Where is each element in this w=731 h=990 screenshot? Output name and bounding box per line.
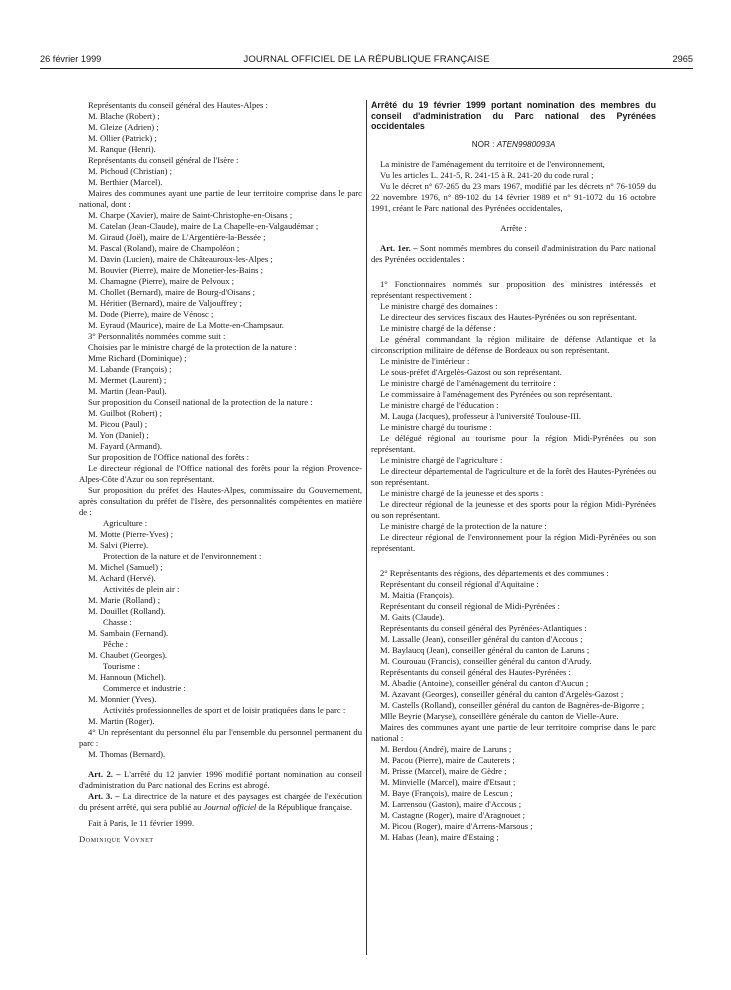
- article-2: [79, 769, 362, 791]
- s2-line: Maires des communes ayant une partie de leur territoire comprise dans le parc national :: [371, 721, 656, 743]
- left-lines-line: M. Pichoud (Christian) ;: [88, 166, 173, 176]
- section-2: [371, 568, 656, 843]
- header-journal-title: JOURNAL OFFICIEL DE LA RÉPUBLIQUE FRANÇAISE: [243, 54, 490, 65]
- s2-line: Représentants du conseil général des Pyrénées-Atlantiques :: [380, 622, 587, 633]
- left-lines-line: M. Motte (Pierre-Yves) ;: [88, 529, 174, 539]
- left-lines-line: M. Blache (Robert) ;: [88, 111, 160, 121]
- left-lines-line: 4° Un représentant du personnel élu par l'ensemble du personnel permanent du parc :: [79, 727, 362, 748]
- left-lines-line: Sur proposition du préfet des Hautes-Alpes, commissaire du Gouvernement, après consultation du préfet de l'Isère, des personnalités compétentes en matière de :: [79, 485, 362, 517]
- left-lines-line: M. Martin (Roger).: [88, 716, 155, 726]
- s2-line: M. Lassalle (Jean), conseiller général du canton d'Accous ;: [380, 633, 583, 644]
- left-lines-line: Activités professionnelles de sport et de loisir pratiquées dans le parc :: [103, 705, 346, 715]
- s1-line: Le commissaire à l'aménagement des Pyrénées ou son représentant.: [380, 388, 613, 399]
- left-lines-line: Représentants du conseil général de l'Isère :: [88, 155, 239, 165]
- s1-line: Le ministre chargé de l'aménagement du territoire :: [380, 377, 556, 388]
- left-lines-line: Activités de plein air :: [103, 584, 180, 594]
- article-3-label: Art. 3. –: [88, 791, 120, 801]
- s1-line: Le directeur départemental de l'agriculture et de la forêt des Hautes-Pyrénées ou son représentant.: [371, 465, 656, 487]
- s2-line: M. Courouau (Francis), conseiller général du canton d'Arudy.: [380, 655, 592, 666]
- s2-line: M. Gaits (Claude).: [380, 611, 445, 622]
- article-2-text: L'arrêté du 12 janvier 1996 modifié portant nomination au conseil d'administration du Parc national des Ecrins est abrogé.: [79, 769, 362, 790]
- s1-line: Le directeur régional de la jeunesse et des sports pour la région Midi-Pyrénées ou son représentant.: [371, 498, 656, 520]
- left-lines-line: Protection de la nature et de l'environnement :: [103, 551, 262, 561]
- left-lines-line: M. Catelan (Jean-Claude), maire de La Chapelle-en-Valgaudémar ;: [88, 221, 319, 231]
- s2-line: M. Berdou (André), maire de Laruns ;: [380, 743, 512, 754]
- done-at: Fait à Paris, le 11 février 1999.: [88, 818, 195, 828]
- left-lines-line: Pêche :: [103, 639, 129, 649]
- s1-line: M. Lauga (Jacques), professeur à l'université Toulouse-III.: [380, 410, 582, 421]
- column-rule: [366, 100, 367, 955]
- left-lines-line: M. Marie (Rolland) ;: [88, 595, 161, 605]
- nor-code: ATEN9980093A: [496, 139, 556, 149]
- left-lines-line: M. Charpe (Xavier), maire de Saint-Christophe-en-Oisans ;: [88, 210, 293, 220]
- left-lines-line: M. Mermet (Laurent) ;: [88, 375, 167, 385]
- decree-title: Arrêté du 19 février 1999 portant nomination des membres du conseil d'administration du Parc national des Pyrénées occidentales: [371, 100, 656, 131]
- left-lines-line: M. Labande (François) ;: [88, 364, 172, 374]
- left-lines-line: M. Bouvier (Pierre), maire de Monetier-les-Bains ;: [88, 265, 263, 275]
- article-1-text: Sont nommés membres du conseil d'administration du Parc national des Pyrénées occidentales :: [371, 242, 656, 264]
- s2-line: M. Habas (Jean), maire d'Estaing ;: [380, 831, 499, 842]
- s1-line: Le directeur des services fiscaux des Hautes-Pyrénées ou son représentant.: [380, 311, 637, 322]
- s2-line: M. Prisse (Marcel), maire de Gèdre ;: [380, 765, 507, 776]
- left-lines-line: M. Michel (Samuel) ;: [88, 562, 163, 572]
- left-lines-line: M. Ollier (Patrick) ;: [88, 133, 157, 143]
- s1-line: Le délégué régional au tourisme pour la région Midi-Pyrénées ou son représentant.: [371, 432, 656, 454]
- left-lines-line: M. Chaubet (Georges).: [88, 650, 168, 660]
- nor-reference: [371, 139, 656, 150]
- header-rule: [40, 68, 693, 69]
- left-lines-line: M. Thomas (Bernard).: [88, 749, 166, 759]
- left-lines-line: M. Héritier (Bernard), maire de Valjouffrey ;: [88, 298, 242, 308]
- s2-line: M. Baylaucq (Jean), conseiller général du canton de Laruns ;: [380, 644, 590, 655]
- left-lines-line: M. Gleize (Adrien) ;: [88, 122, 159, 132]
- left-column: [79, 100, 362, 845]
- s1-line: 1° Fonctionnaires nommés sur proposition des ministres intéressés et représentant respectivement :: [371, 278, 656, 300]
- left-lines-line: M. Salvi (Pierre).: [88, 540, 149, 550]
- article-3-text-b: de la République française.: [256, 802, 352, 812]
- s2-line: M. Castagne (Roger), maire d'Aragnouet ;: [380, 809, 525, 820]
- left-lines-line: M. Dode (Pierre), maire de Vénosc ;: [88, 309, 214, 319]
- left-lines-line: Choisies par le ministre chargé de la protection de la nature :: [88, 342, 297, 352]
- s1-line: Le ministre chargé de la jeunesse et des sports :: [380, 487, 544, 498]
- right-column: [371, 100, 656, 843]
- s2-line: 2° Représentants des régions, des départements et des communes :: [380, 567, 609, 578]
- left-lines-line: M. Guilbot (Robert) ;: [88, 408, 162, 418]
- left-lines-line: M. Picou (Paul) ;: [88, 419, 148, 429]
- left-lines-line: M. Pascal (Roland), maire de Champoléon ;: [88, 243, 240, 253]
- left-lines-line: M. Fayard (Armand).: [88, 441, 162, 451]
- s2-line: Représentant du conseil régional de Midi-Pyrénées :: [380, 600, 560, 611]
- s2-line: Représentant du conseil régional d'Aquitaine :: [380, 578, 539, 589]
- s2-line: M. Abadie (Antoine), conseiller général du canton d'Aucun ;: [380, 677, 589, 688]
- article-1-label: Art. 1er. –: [380, 242, 418, 253]
- s2-line: M. Larrensou (Gaston), maire d'Accous ;: [380, 798, 522, 809]
- left-lines-line: M. Chollet (Bernard), maire de Bourg-d'Oisans ;: [88, 287, 256, 297]
- s1-line: Le directeur régional de l'environnement pour la région Midi-Pyrénées ou son représentant.: [371, 531, 656, 553]
- s1-line: Le ministre chargé de la protection de la nature :: [380, 520, 547, 531]
- left-lines-line: Le directeur régional de l'Office national des forêts pour la région Provence-Alpes-Côte d'Azur ou son représentant.: [79, 463, 362, 484]
- s1-line: Le ministre de l'intérieur :: [380, 355, 470, 366]
- left-lines-line: Sur proposition du Conseil national de la protection de la nature :: [88, 397, 313, 407]
- nor-label: NOR :: [471, 139, 497, 149]
- preamble-line: Vu les articles L. 241-5, R. 241-15 à R. 241-20 du code rural ;: [380, 169, 594, 180]
- left-lines-line: Commerce et industrie :: [103, 683, 186, 693]
- header-page-number: 2965: [672, 54, 693, 64]
- s2-line: M. Castells (Rolland), conseiller général du canton de Bagnères-de-Bigorre ;: [380, 699, 645, 710]
- left-lines-line: M. Berthier (Marcel).: [88, 177, 163, 187]
- s1-line: Le général commandant la région militaire de défense Atlantique et la circonscription militaire de défense de Bordeaux ou son représentant.: [371, 333, 656, 355]
- s2-line: M. Picou (Roger), maire d'Arrens-Marsous ;: [380, 820, 533, 831]
- left-lines-line: M. Davin (Lucien), maire de Châteauroux-les-Alpes ;: [88, 254, 273, 264]
- left-lines-line: M. Douillet (Rolland).: [88, 606, 166, 616]
- article-1: [371, 243, 656, 265]
- left-lines-line: Chasse :: [103, 617, 132, 627]
- article-2-label: Art. 2. –: [88, 769, 121, 779]
- left-lines-line: M. Achard (Hervé).: [88, 573, 156, 583]
- left-lines-line: M. Yon (Daniel) ;: [88, 430, 149, 440]
- s1-line: Le ministre chargé du tourisme :: [380, 421, 492, 432]
- s2-line: Mlle Beyrie (Maryse), conseillère générale du canton de Vielle-Aure.: [380, 710, 619, 721]
- s2-line: M. Pacou (Pierre), maire de Cauterets ;: [380, 754, 515, 765]
- header-date: 26 février 1999: [40, 54, 102, 64]
- arrete-heading: Arrête :: [500, 222, 527, 233]
- article-3-text-a: La directrice de la nature et des paysages est chargée de l'exécution du présent arrêté, qui sera publié au: [79, 791, 362, 812]
- s2-line: M. Maitia (François).: [380, 589, 454, 600]
- left-lines-line: Représentants du conseil général des Hautes-Alpes :: [88, 100, 268, 110]
- s2-line: M. Minvielle (Marcel), maire d'Etsaut ;: [380, 776, 516, 787]
- left-lines-line: M. Ranque (Henri).: [88, 144, 156, 154]
- left-lines-line: M. Eyraud (Maurice), maire de La Motte-en-Champsaur.: [88, 320, 284, 330]
- s2-line: M. Azavant (Georges), conseiller général du canton d'Argelès-Gazost ;: [380, 688, 624, 699]
- s1-line: Le sous-préfet d'Argelès-Gazost ou son représentant.: [380, 366, 562, 377]
- left-lines-line: 3° Personnalités nommées comme suit :: [88, 331, 226, 341]
- left-lines-line: Maires des communes ayant une partie de leur territoire comprise dans le parc national, dont :: [79, 188, 362, 209]
- left-lines-line: Sur proposition de l'Office national des forêts :: [88, 452, 250, 462]
- left-lines-line: Tourisme :: [103, 661, 140, 671]
- article-3: [79, 791, 362, 813]
- s1-line: Le ministre chargé des domaines :: [380, 300, 498, 311]
- s2-line: Représentants du conseil général des Hautes-Pyrénées :: [380, 666, 571, 677]
- s1-line: Le ministre chargé de la défense :: [380, 322, 496, 333]
- left-lines-line: M. Martin (Jean-Paul).: [88, 386, 167, 396]
- article-3-journal: Journal officiel: [203, 802, 257, 812]
- preamble: [371, 159, 656, 214]
- preamble-line: Vu le décret n° 67-265 du 23 mars 1967, modifié par les décrets n° 76-1059 du 22 novembre 1976, n° 89-102 du 14 février 1989 et n° 91-1072 du 16 octobre 1991, créant le Parc national des Pyrénées occidentales,: [371, 180, 656, 213]
- s2-line: M. Baye (François), maire de Lescun ;: [380, 787, 513, 798]
- s1-line: Le ministre chargé de l'éducation :: [380, 399, 499, 410]
- left-lines-line: M. Sambain (Fernand).: [88, 628, 169, 638]
- signature: Dominique Voynet: [79, 834, 154, 844]
- section-1: [371, 279, 656, 554]
- left-lines-line: M. Monnier (Yves).: [88, 694, 157, 704]
- left-lines-line: M. Giraud (Joël), maire de L'Argentière-la-Bessée ;: [88, 232, 266, 242]
- left-lines-line: Agriculture :: [103, 518, 148, 528]
- s1-line: Le ministre chargé de l'agriculture :: [380, 454, 503, 465]
- page-header: [40, 54, 693, 68]
- left-lines-line: M. Chamagne (Pierre), maire de Pelvoux ;: [88, 276, 235, 286]
- left-column-lines: [79, 100, 362, 760]
- left-lines-line: Mme Richard (Dominique) ;: [88, 353, 187, 363]
- left-lines-line: M. Hannoun (Michel).: [88, 672, 166, 682]
- preamble-line: La ministre de l'aménagement du territoire et de l'environnement,: [380, 158, 605, 169]
